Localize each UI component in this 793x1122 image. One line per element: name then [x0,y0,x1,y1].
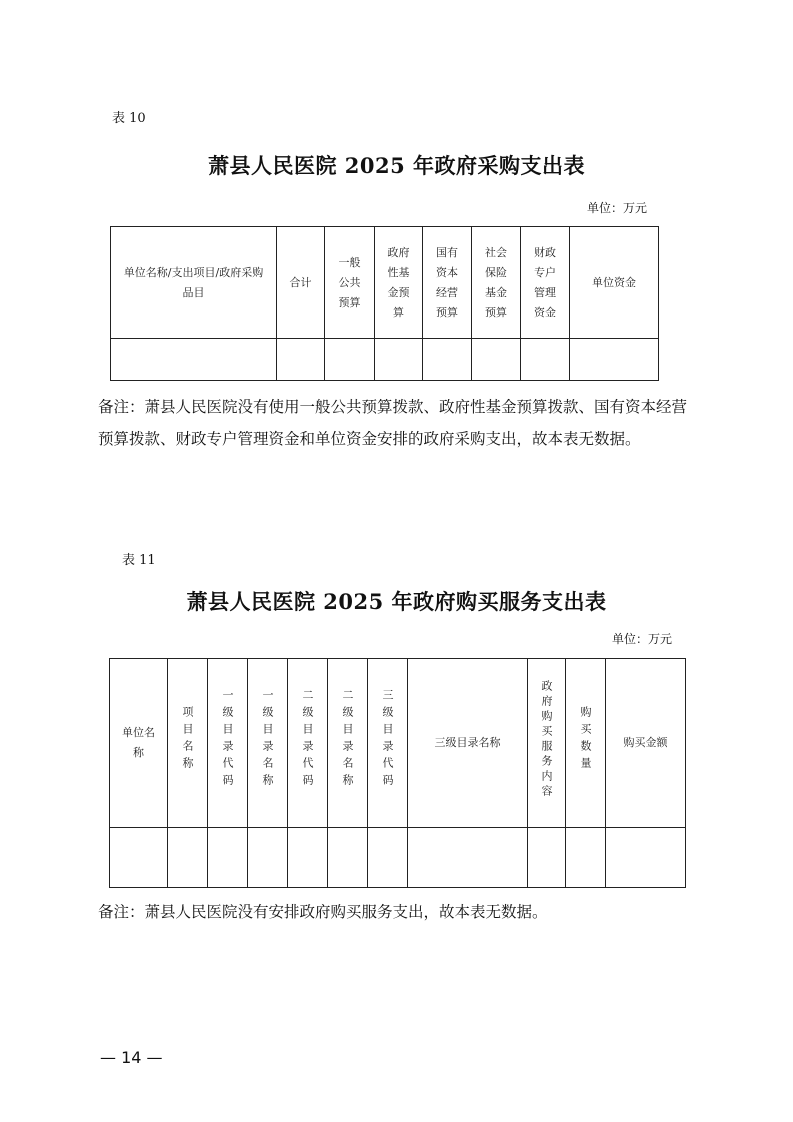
table10-title: 萧县人民医院 2025 年政府采购支出表 [207,153,586,178]
t10-header-insurance-budget: 社会保险基金预算 [472,227,521,339]
t11-header-amount: 购买金额 [606,659,686,828]
t11-header-l3-code: 三级目录代码 [368,659,408,828]
table-row [111,339,659,381]
table11-label: 表 11 [122,553,156,568]
table10-label: 表 10 [112,111,146,126]
table-cell [277,339,325,381]
table10-unit: 单位：万元 [587,201,648,215]
t10-header-capital-budget: 国有资本经营预算 [423,227,472,339]
t10-header-special-account: 财政专户管理资金 [521,227,570,339]
table-cell [111,339,277,381]
t11-header-l1-name: 一级目录名称 [248,659,288,828]
t11-header-l2-code: 二级目录代码 [288,659,328,828]
table11-title: 萧县人民医院 2025 年政府购买服务支出表 [186,589,607,614]
table-cell [208,828,248,888]
t11-header-service-content: 政府购买服务内容 [528,659,566,828]
t10-header-unit-name: 单位名称/支出项目/政府采购品目 [111,227,277,339]
table-cell [110,828,168,888]
t11-header-project-name: 项目名称 [168,659,208,828]
table-cell [325,339,375,381]
page-number: — 14 — [100,1048,163,1067]
table-row [110,828,686,888]
table-cell [368,828,408,888]
table-cell [472,339,521,381]
t10-header-total: 合计 [277,227,325,339]
table-cell [328,828,368,888]
table11 [109,658,686,888]
t10-header-unit-funds: 单位资金 [570,227,659,339]
table-cell [375,339,423,381]
table-cell [566,828,606,888]
t10-header-fund-budget: 政府性基金预算 [375,227,423,339]
table-cell [570,339,659,381]
table-cell [288,828,328,888]
table-cell [528,828,566,888]
table-cell [606,828,686,888]
table10-note: 备注：萧县人民医院没有使用一般公共预算拨款、政府性基金预算拨款、国有资本经营预算拨款、财政专户管理资金和单位资金安排的政府采购支出，故本表无数据。 [98,398,688,448]
table-cell [248,828,288,888]
table-cell [423,339,472,381]
table10 [110,226,659,381]
t11-header-quantity: 购买数量 [566,659,606,828]
t11-header-l2-name: 二级目录名称 [328,659,368,828]
table-cell [521,339,570,381]
t11-header-l3-name: 三级目录名称 [408,659,528,828]
t11-header-l1-code: 一级目录代码 [208,659,248,828]
table11-unit: 单位：万元 [612,632,673,646]
t10-header-general-budget: 一般公共预算 [325,227,375,339]
table-cell [168,828,208,888]
table-cell [408,828,528,888]
table11-note: 备注：萧县人民医院没有安排政府购买服务支出，故本表无数据。 [98,903,548,921]
t11-header-unit-name: 单位名称 [110,659,168,828]
